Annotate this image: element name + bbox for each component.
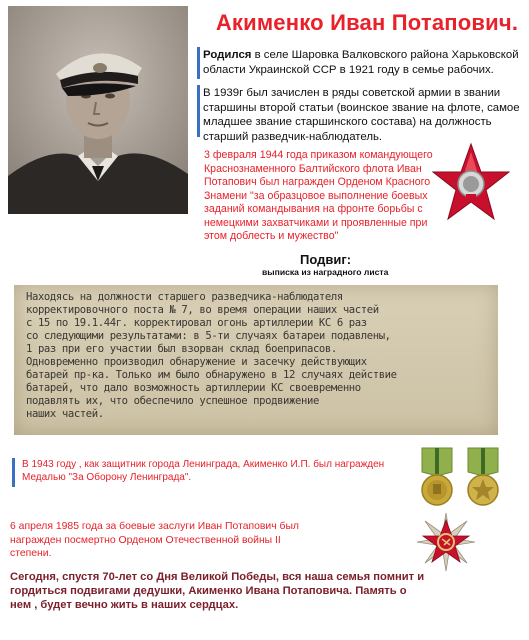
document-line: Одновременно производил обнаружение и засечку действующих (26, 356, 367, 368)
award-1985-paragraph: 6 апреля 1985 года за боевые заслуги Иван Потапович был награжден посмертно Орденом Отечественной войны II степени. (10, 521, 299, 559)
service-paragraph: В 1939г был зачислен в ряды советской армии в звании старшины второй статьи (воинское звание на флоте, самое младшее звание старшинского состава) на должность старший разведчик-наблюдатель. (203, 87, 520, 143)
bio-born-text: в селе Шаровка Валковского района Харьковской области Украинской ССР в 1921 году в семье рабочих. (203, 49, 519, 76)
medal-defense-of-leningrad-icon (416, 446, 458, 508)
document-line: батарей пр-ка. Только им было обнаружено в 12 случаях действие (26, 369, 397, 381)
order-red-star-icon (432, 142, 510, 222)
bio-paragraph (203, 48, 521, 77)
bio-accent-bar (197, 47, 200, 79)
document-line: 1 раз при его участии был взорван склад боеприпасов. (26, 343, 337, 355)
feat-heading: Подвиг: (300, 252, 352, 267)
document-line: со следующими результатами: в 5-ти случаях батареи подавлены, (26, 330, 391, 342)
award-document-excerpt (14, 285, 498, 435)
document-line: Находясь на должности старшего разведчика-наблюдателя (26, 291, 343, 303)
closing-paragraph: Сегодня, спустя 70-лет со Дня Великой Победы, вся наша семья помнит и гордиться подвигами дедушки, Акименко Ивана Потаповича. Память о нем , будет вечно жить в наших сердцах. (10, 571, 425, 611)
portrait-drawing (8, 6, 188, 214)
document-line: корректировочного поста № 7, во время операции наших частей (26, 304, 379, 316)
service-accent-bar (197, 85, 200, 137)
award-1944-paragraph: 3 февраля 1944 года приказом командующего Краснознаменного Балтийского флота Иван Потапович был награжден Орденом Красного Знамени "за образцовое выполнение боевых заданий командывания на фронте борьбы с немецкими захватчиками и проявленные при этом доблесть и мужество" (204, 149, 433, 242)
order-patriotic-war-icon (416, 512, 476, 572)
document-line: наших частей. (26, 408, 104, 420)
bio-born-label: Родился (203, 49, 252, 61)
portrait-photo (8, 6, 188, 214)
document-line: батарей, что дало возможность артиллерии КС своевременно (26, 382, 361, 394)
medal-ribbon-icon (462, 446, 504, 508)
document-line: с 15 по 19.1.44г. корректировал огонь артиллерии КС 6 раз (26, 317, 367, 329)
page-title: Акименко Иван Потапович. (215, 10, 519, 35)
award-1943-paragraph: В 1943 году , как защитник города Ленинграда, Акименко И.П. был награжден Медалью "За Оборону Ленинграда". (12, 458, 412, 487)
feat-subheading: выписка из наградного листа (262, 267, 389, 277)
document-line: подавлять их, что обеспечило успешное продвижение (26, 395, 319, 407)
